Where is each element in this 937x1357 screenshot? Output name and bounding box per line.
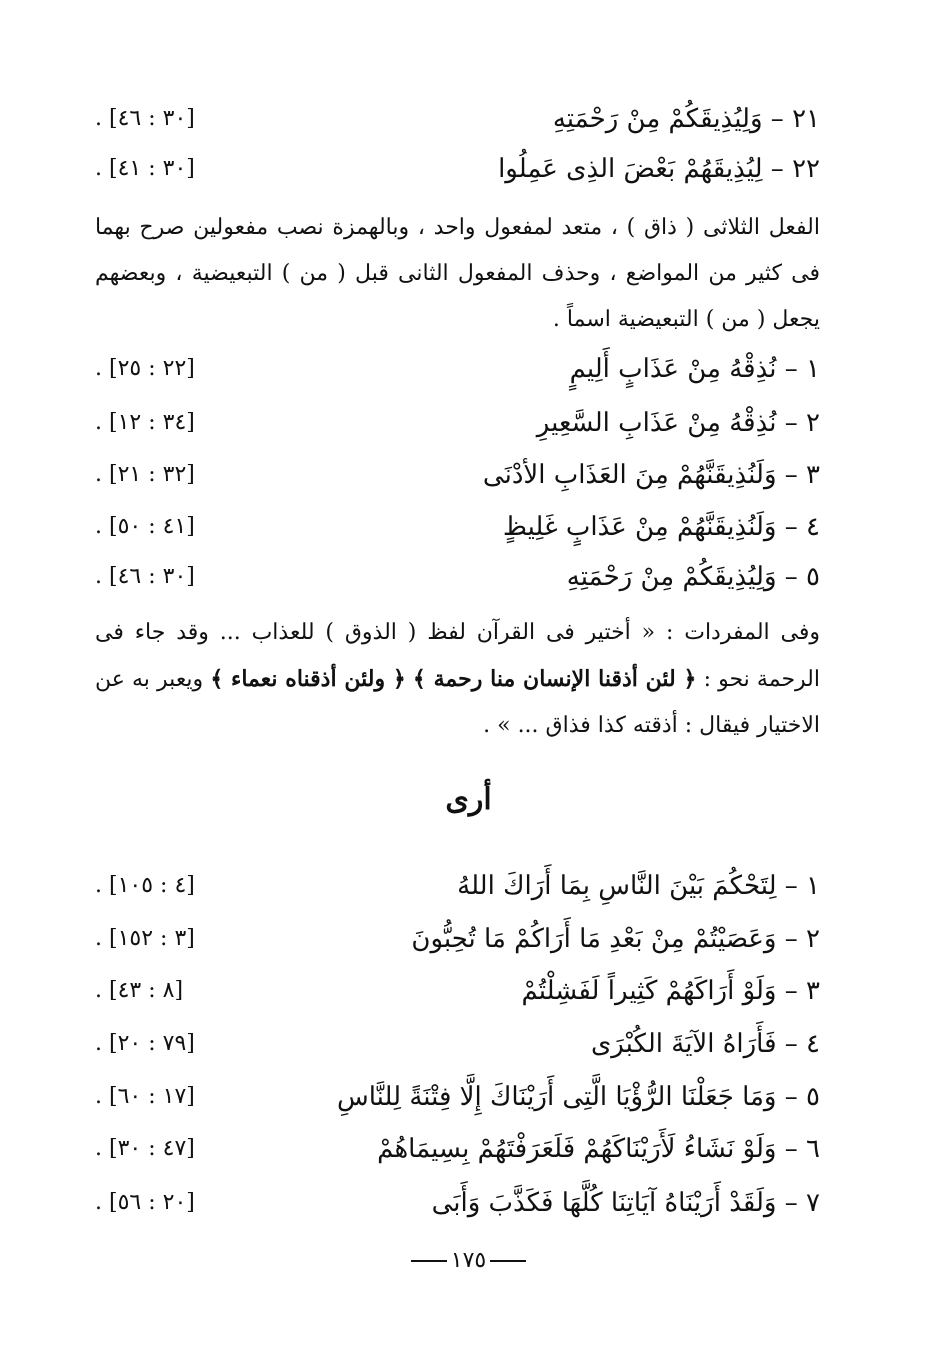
grammar-note-paragraph: الفعل الثلاثى ( ذاق ) ، متعد لمفعول واحد ، وبالهمزة نصب مفعولين صرح بهما فى كثير من المواضع ، وحذف المفعول الثانى قبل ( من ) التبعيضية ، وبعضهم يجعل ( من ) التبعيضية اسماً . (95, 215, 820, 332)
verse-reference: . [٤ : ١٠٥] (95, 873, 195, 898)
verse-reference: . [٤٧ : ٣٠] (95, 1136, 195, 1161)
verse-reference: . [١٧ : ٦٠] (95, 1084, 195, 1109)
verse-entry (95, 1181, 820, 1225)
verse-entry (95, 555, 820, 599)
verse-entry (95, 917, 820, 961)
verse-text: ٣ – وَلَنُذِيقَنَّهُمْ مِنَ العَذَابِ الأدْنَى (482, 460, 820, 490)
verse-reference: . [٣٤ : ١٢] (95, 410, 195, 435)
verse-text: ١ – نُذِقْهُ مِنْ عَذَابٍ أَلِيمٍ (569, 354, 820, 384)
verse-reference: . [٧٩ : ٢٠] (95, 1031, 195, 1056)
verse-text: ٢ – نُذِقْهُ مِنْ عَذَابِ السَّعِيرِ (536, 408, 820, 438)
verse-reference: . [٣٠ : ٤٦] (95, 106, 195, 131)
folio-dash (490, 1260, 526, 1262)
verse-reference: . [٣٢ : ٢١] (95, 462, 195, 487)
mufradat-outro: ويعبر به عن الاختيار فيقال : أذقته كذا فذاق ... » . (95, 667, 820, 738)
folio-dash (411, 1260, 447, 1262)
page-number-footer (0, 1248, 937, 1273)
verse-entry (95, 453, 820, 497)
verse-entry (95, 147, 820, 191)
verse-text: ١ – لِتَحْكُمَ بَيْنَ النَّاسِ بِمَا أَرَاكَ اللهُ (457, 871, 820, 901)
mufradat-paragraph (95, 610, 820, 749)
verse-entry (95, 1075, 820, 1119)
verse-entry (95, 1022, 820, 1066)
verse-text: ٢٢ – لِيُذِيقَهُمْ بَعْضَ الذِى عَمِلُوا (498, 154, 820, 184)
verse-text: ٤ – وَلَنُذِيقَنَّهُمْ مِنْ عَذَابٍ غَلِيظٍ (502, 512, 820, 542)
section-heading: أرى (445, 782, 492, 817)
verse-reference: . [٣ : ١٥٢] (95, 926, 195, 951)
verse-text: ٣ – وَلَوْ أَرَاكَهُمْ كَثِيراً لَفَشِلْتُمْ (521, 976, 820, 1006)
verse-text: ٧ – وَلَقَدْ أَرَيْنَاهُ آيَاتِنَا كُلَّهَا فَكَذَّبَ وَأَبَى (431, 1188, 820, 1218)
verse-text: ٢١ – وَلِيُذِيقَكُمْ مِنْ رَحْمَتِهِ (552, 104, 820, 134)
quran-quote: ﴿ ولئن أذقناه نعماء ﴾ (210, 666, 406, 692)
verse-reference: . [٢٠ : ٥٦] (95, 1190, 195, 1215)
verse-text: ٤ – فَأَرَاهُ الآيَةَ الكُبْرَى (590, 1029, 820, 1059)
verse-reference: . [٣٠ : ٤١] (95, 156, 195, 181)
verse-reference: . [٣٠ : ٤٦] (95, 564, 195, 589)
mufradat-intro: وفى المفردات : « أختير فى القرآن لفظ ( الذوق ) للعذاب ... وقد جاء فى الرحمة نحو : (95, 620, 820, 692)
verse-entry (95, 97, 820, 141)
page-number: ١٧٥ (450, 1248, 487, 1273)
verse-entry (95, 401, 820, 445)
verse-entry (95, 347, 820, 391)
verse-text: ٦ – وَلَوْ نَشَاءُ لَأَرَيْنَاكَهُمْ فَلَعَرَفْتَهُمْ بِسِيمَاهُمْ (377, 1134, 820, 1164)
verse-reference: . [٨ : ٤٣] (95, 978, 184, 1003)
verse-reference: . [٢٢ : ٢٥] (95, 356, 195, 381)
verse-entry (95, 969, 820, 1013)
verse-entry (95, 1127, 820, 1171)
verse-text: ٥ – وَمَا جَعَلْنَا الرُّؤْيَا الَّتِى أَرَيْنَاكَ إِلَّا فِتْنَةً لِلنَّاسِ (337, 1082, 820, 1112)
verse-text: ٢ – وَعَصَيْتُمْ مِنْ بَعْدِ مَا أَرَاكُمْ مَا تُحِبُّونَ (411, 924, 820, 954)
verse-entry (95, 864, 820, 908)
verse-reference: . [٤١ : ٥٠] (95, 514, 195, 539)
quran-quote: ﴿ لئن أذقنا الإنسان منا رحمة ﴾ (412, 666, 697, 692)
verse-entry (95, 505, 820, 549)
verse-text: ٥ – وَلِيُذِيقَكُمْ مِنْ رَحْمَتِهِ (566, 562, 820, 592)
